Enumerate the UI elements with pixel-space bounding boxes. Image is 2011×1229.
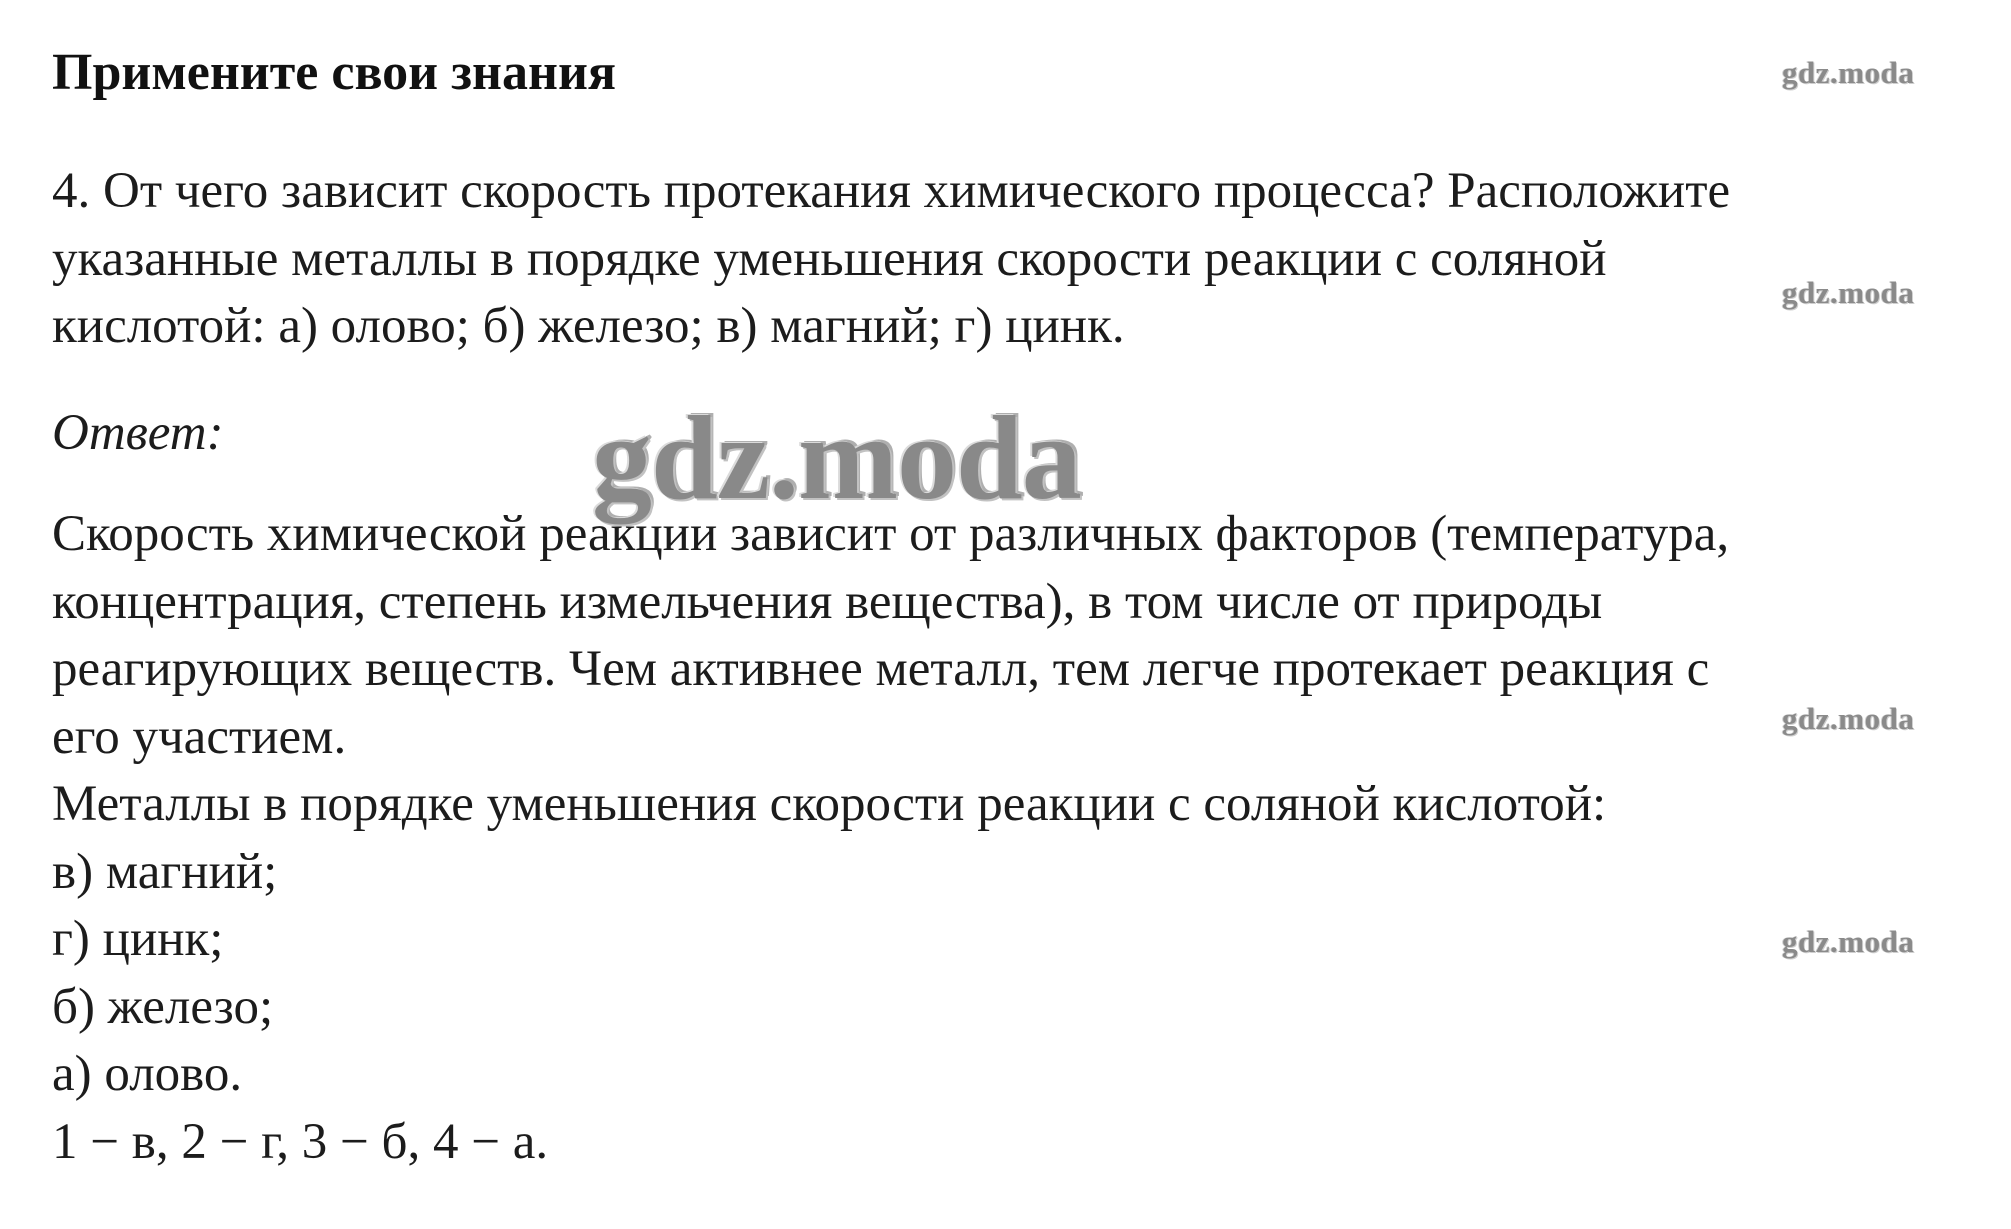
question-line: кислотой: а) олово; б) железо; в) магний; г) цинк. [52, 298, 1125, 354]
answer-line: его участием. [52, 708, 347, 765]
answer-line: Скорость химической реакции зависит от различных факторов (температура, [52, 506, 1730, 562]
answer-text [52, 501, 2002, 1176]
section-heading: Примените свои знания [52, 44, 617, 101]
answer-line: в) магний; [52, 843, 278, 900]
watermark: gdz.moda [1782, 55, 1915, 90]
question-text [52, 158, 2002, 361]
watermark: gdz.moda [1782, 924, 1915, 959]
answer-line: реагирующих веществ. Чем активнее металл, тем легче протекает реакция с [52, 641, 1710, 697]
answer-line: концентрация, степень измельчения вещества), в том числе от природы [52, 573, 1603, 630]
watermark-large: gdz.moda [592, 391, 1081, 524]
watermark: gdz.moda [1782, 275, 1915, 310]
answer-line: Металлы в порядке уменьшения скорости реакции с соляной кислотой: [52, 776, 1607, 832]
watermark: gdz.moda [1782, 701, 1915, 736]
answer-line: 1 − в, 2 − г, 3 − б, 4 − а. [52, 1113, 549, 1170]
answer-line: б) железо; [52, 978, 274, 1035]
question-line: указанные металлы в порядке уменьшения скорости реакции с соляной [52, 230, 1607, 287]
answer-line: а) олово. [52, 1046, 243, 1102]
answer-line: г) цинк; [52, 911, 224, 967]
question-line: 4. От чего зависит скорость протекания химического процесса? Расположите [52, 163, 1731, 219]
answer-label: Ответ: [52, 405, 224, 461]
